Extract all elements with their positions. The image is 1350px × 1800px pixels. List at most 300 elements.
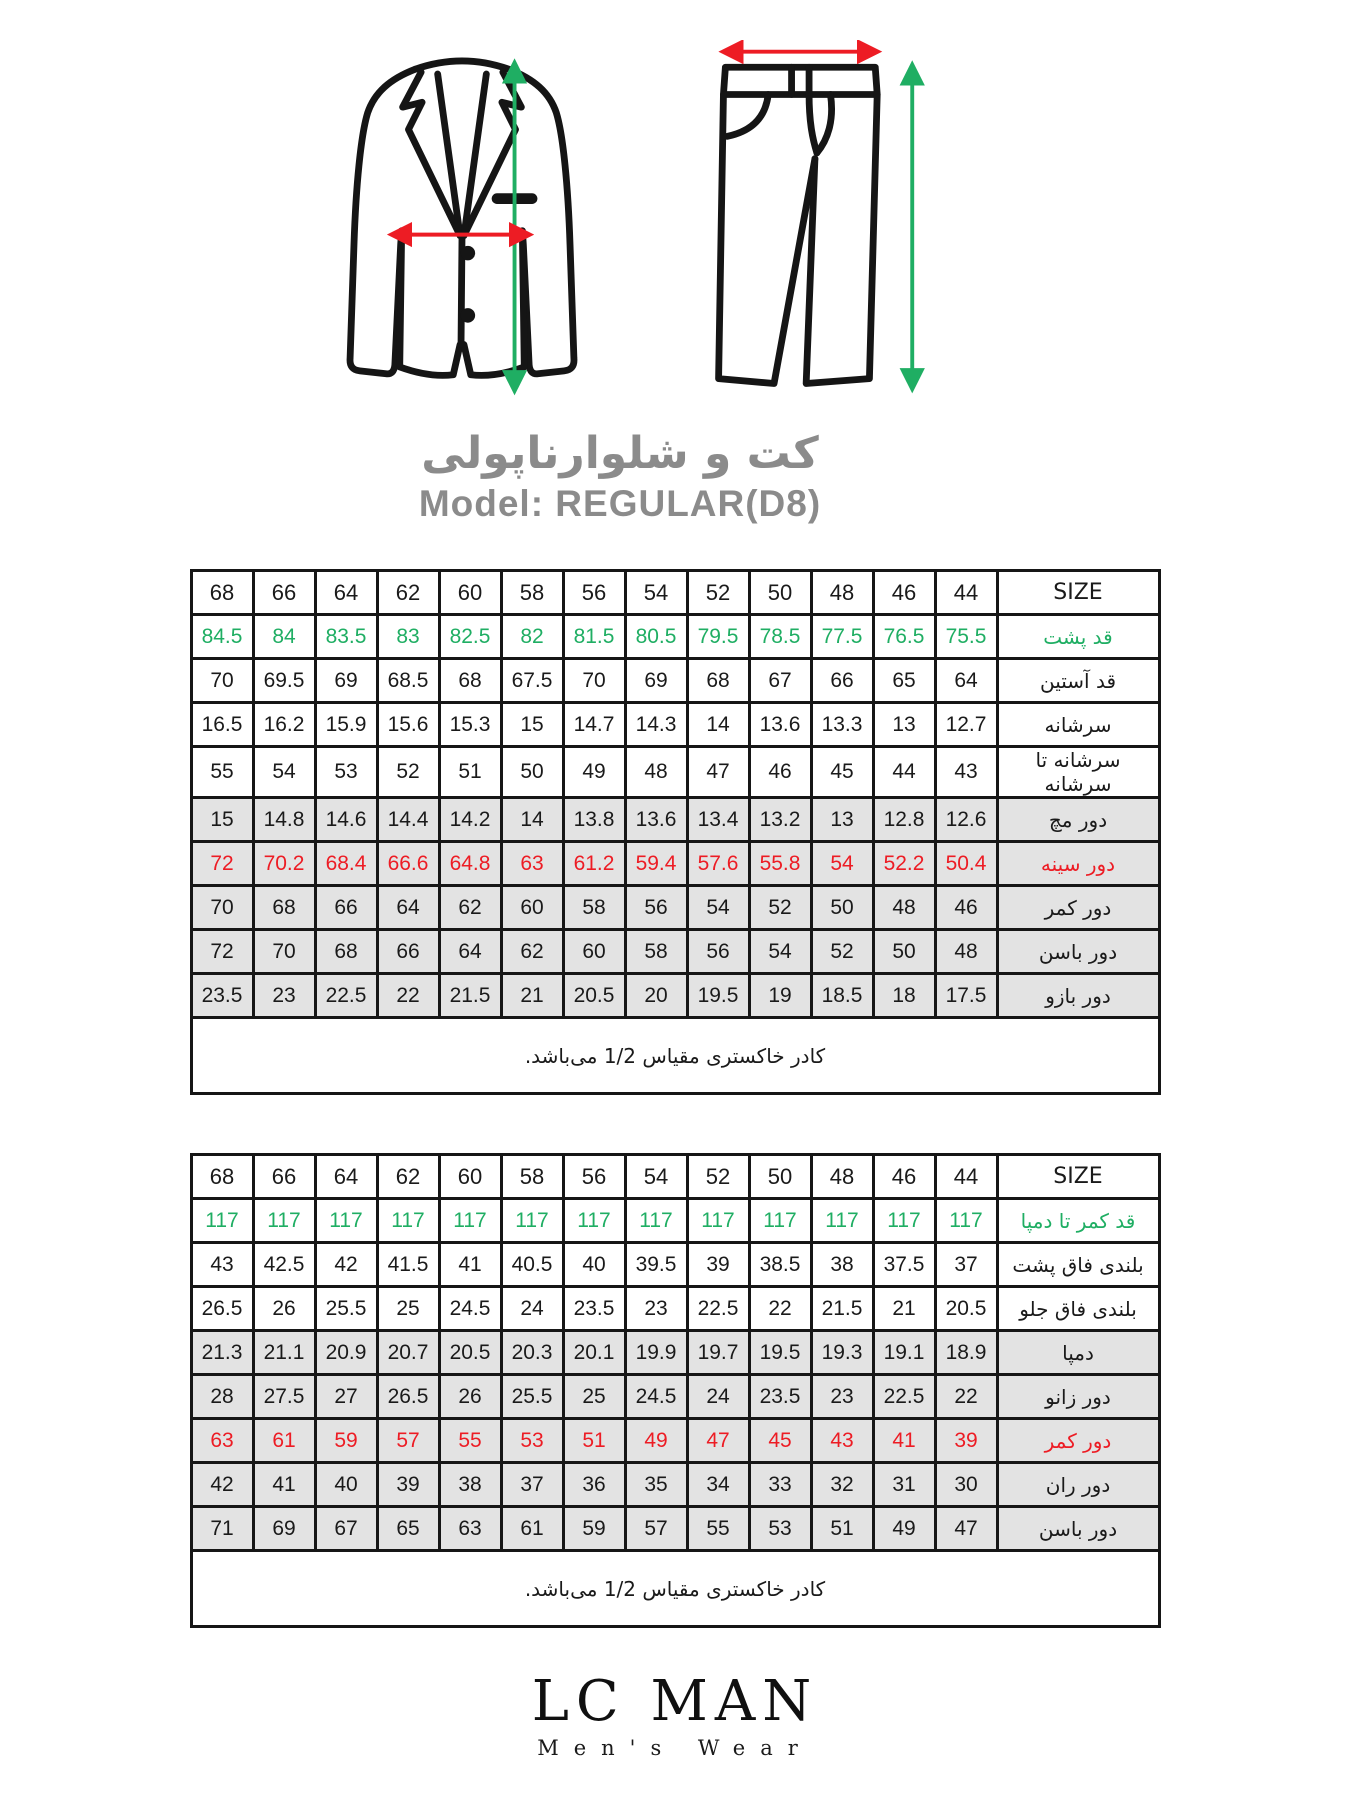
- measurement-cell: 75.5: [935, 615, 997, 659]
- measurement-cell: 28: [191, 1375, 253, 1419]
- measurement-cell: 54: [687, 886, 749, 930]
- measurement-cell: 23: [811, 1375, 873, 1419]
- measurement-cell: 39: [935, 1419, 997, 1463]
- size-header-cell: 52: [687, 1155, 749, 1199]
- measurement-cell: 65: [873, 659, 935, 703]
- measurement-cell: 52.2: [873, 842, 935, 886]
- measurement-cell: 44: [873, 747, 935, 798]
- suit-jacket-drawing: [306, 40, 618, 402]
- measurement-cell: 50: [501, 747, 563, 798]
- measurement-cell: 19: [749, 974, 811, 1018]
- size-header-cell: 64: [315, 1155, 377, 1199]
- measurement-cell: 13.6: [625, 798, 687, 842]
- measurement-cell: 50.4: [935, 842, 997, 886]
- measurement-cell: 43: [191, 1243, 253, 1287]
- measurement-cell: 20.3: [501, 1331, 563, 1375]
- measurement-cell: 18.5: [811, 974, 873, 1018]
- measurement-cell: 51: [563, 1419, 625, 1463]
- page-title: کت و شلوارناپولی: [421, 428, 819, 479]
- measurement-cell: 42: [191, 1463, 253, 1507]
- measurement-cell: 20: [625, 974, 687, 1018]
- measurement-cell: 16.2: [253, 703, 315, 747]
- size-header-cell: 66: [253, 1155, 315, 1199]
- measurement-cell: 23.5: [191, 974, 253, 1018]
- measurement-cell: 12.8: [873, 798, 935, 842]
- measurement-cell: 46: [749, 747, 811, 798]
- measurement-cell: 20.5: [563, 974, 625, 1018]
- measurement-cell: 21: [873, 1287, 935, 1331]
- measurement-cell: 42: [315, 1243, 377, 1287]
- measurement-row-label: دور کمر: [997, 886, 1159, 930]
- measurement-cell: 23: [253, 974, 315, 1018]
- measurement-cell: 52: [811, 930, 873, 974]
- measurement-cell: 20.1: [563, 1331, 625, 1375]
- measurement-cell: 57.6: [687, 842, 749, 886]
- measurement-cell: 68: [315, 930, 377, 974]
- measurement-row-label: دور بازو: [997, 974, 1159, 1018]
- brand-logo: [0, 1669, 1350, 1760]
- measurement-row-label: دور کمر: [997, 1419, 1159, 1463]
- measurement-cell: 66: [811, 659, 873, 703]
- pants-outline: [719, 67, 878, 383]
- measurement-cell: 30: [935, 1463, 997, 1507]
- measurement-cell: 72: [191, 842, 253, 886]
- size-header-cell: 60: [439, 1155, 501, 1199]
- measurement-row-label: دور ران: [997, 1463, 1159, 1507]
- measurement-cell: 43: [811, 1419, 873, 1463]
- measurement-row-label: قد پشت: [997, 615, 1159, 659]
- measurement-row: [191, 842, 1159, 886]
- measurement-cell: 39: [687, 1243, 749, 1287]
- measurement-cell: 37: [935, 1243, 997, 1287]
- measurement-cell: 22: [935, 1375, 997, 1419]
- measurement-cell: 35: [625, 1463, 687, 1507]
- measurement-row-label: قد آستین: [997, 659, 1159, 703]
- size-header-cell: 64: [315, 571, 377, 615]
- brand-name: LC MAN: [531, 1669, 819, 1734]
- measurement-cell: 60: [563, 930, 625, 974]
- measurement-cell: 19.1: [873, 1331, 935, 1375]
- measurement-cell: 40: [315, 1463, 377, 1507]
- measurement-cell: 59: [315, 1419, 377, 1463]
- measurement-cell: 19.5: [687, 974, 749, 1018]
- measurement-cell: 69: [253, 1507, 315, 1551]
- size-header-cell: 56: [563, 1155, 625, 1199]
- measurement-cell: 24: [687, 1375, 749, 1419]
- measurement-cell: 60: [501, 886, 563, 930]
- measurement-cell: 62: [439, 886, 501, 930]
- measurement-cell: 117: [935, 1199, 997, 1243]
- measurement-cell: 79.5: [687, 615, 749, 659]
- measurement-row: [191, 747, 1159, 798]
- measurement-cell: 13.6: [749, 703, 811, 747]
- measurement-cell: 22.5: [315, 974, 377, 1018]
- measurement-row-label: دور مچ: [997, 798, 1159, 842]
- size-header-cell: 56: [563, 571, 625, 615]
- measurement-cell: 78.5: [749, 615, 811, 659]
- measurement-cell: 64.8: [439, 842, 501, 886]
- measurement-cell: 117: [563, 1199, 625, 1243]
- measurement-cell: 49: [625, 1419, 687, 1463]
- size-header-cell: 48: [811, 571, 873, 615]
- measurement-cell: 38: [811, 1243, 873, 1287]
- measurement-cell: 26: [439, 1375, 501, 1419]
- measurement-row-label: بلندی فاق جلو: [997, 1287, 1159, 1331]
- measurement-cell: 23.5: [563, 1287, 625, 1331]
- measurement-cell: 84.5: [191, 615, 253, 659]
- measurement-cell: 15.6: [377, 703, 439, 747]
- measurement-cell: 57: [377, 1419, 439, 1463]
- measurement-cell: 36: [563, 1463, 625, 1507]
- brand-tagline: Men's Wear: [537, 1736, 813, 1760]
- measurement-cell: 12.7: [935, 703, 997, 747]
- measurement-cell: 41: [253, 1463, 315, 1507]
- measurement-cell: 72: [191, 930, 253, 974]
- measurement-row: [191, 1375, 1159, 1419]
- measurement-cell: 47: [687, 1419, 749, 1463]
- measurement-cell: 15.9: [315, 703, 377, 747]
- measurement-cell: 21.5: [811, 1287, 873, 1331]
- measurement-cell: 63: [191, 1419, 253, 1463]
- measurement-cell: 61: [501, 1507, 563, 1551]
- measurement-row: [191, 1331, 1159, 1375]
- measurement-cell: 41.5: [377, 1243, 439, 1287]
- measurement-cell: 20.7: [377, 1331, 439, 1375]
- size-header-cell: 68: [191, 1155, 253, 1199]
- measurement-cell: 63: [439, 1507, 501, 1551]
- measurement-cell: 48: [935, 930, 997, 974]
- note-row: [191, 1551, 1159, 1627]
- measurement-cell: 70: [563, 659, 625, 703]
- measurement-cell: 21.3: [191, 1331, 253, 1375]
- size-header-cell: 50: [749, 571, 811, 615]
- measurement-row-label: دمپا: [997, 1331, 1159, 1375]
- measurement-cell: 40.5: [501, 1243, 563, 1287]
- measurement-cell: 25: [563, 1375, 625, 1419]
- measurement-row: [191, 703, 1159, 747]
- measurement-row-label: بلندی فاق پشت: [997, 1243, 1159, 1287]
- size-header-cell: 44: [935, 571, 997, 615]
- size-header-cell: 68: [191, 571, 253, 615]
- measurement-cell: 76.5: [873, 615, 935, 659]
- measurement-cell: 14.6: [315, 798, 377, 842]
- measurement-cell: 51: [811, 1507, 873, 1551]
- jacket-button-top: [461, 246, 476, 261]
- measurement-cell: 33: [749, 1463, 811, 1507]
- measurement-row-label: سرشانه تا سرشانه: [997, 747, 1159, 798]
- measurement-cell: 39: [377, 1463, 439, 1507]
- measurement-cell: 14: [687, 703, 749, 747]
- measurement-cell: 22.5: [687, 1287, 749, 1331]
- measurement-cell: 117: [873, 1199, 935, 1243]
- measurement-cell: 22.5: [873, 1375, 935, 1419]
- measurement-cell: 50: [811, 886, 873, 930]
- measurement-cell: 117: [625, 1199, 687, 1243]
- pants-size-table: [0, 1153, 1350, 1628]
- measurement-cell: 46: [935, 886, 997, 930]
- measurement-cell: 24.5: [625, 1375, 687, 1419]
- measurement-cell: 55: [687, 1507, 749, 1551]
- measurement-cell: 117: [253, 1199, 315, 1243]
- measurement-cell: 117: [315, 1199, 377, 1243]
- measurement-cell: 84: [253, 615, 315, 659]
- measurement-cell: 63: [501, 842, 563, 886]
- measurement-cell: 117: [501, 1199, 563, 1243]
- measurement-row: [191, 1199, 1159, 1243]
- measurement-cell: 52: [749, 886, 811, 930]
- measurement-cell: 41: [873, 1419, 935, 1463]
- measurement-cell: 53: [501, 1419, 563, 1463]
- measurement-row-label: دور باسن: [997, 930, 1159, 974]
- measurement-cell: 62: [501, 930, 563, 974]
- jacket-size-table: [0, 569, 1350, 1095]
- measurement-cell: 66: [315, 886, 377, 930]
- measurement-row-label: دور سینه: [997, 842, 1159, 886]
- note-row: [191, 1018, 1159, 1094]
- measurement-cell: 26.5: [191, 1287, 253, 1331]
- measurement-row: [191, 659, 1159, 703]
- measurement-cell: 59.4: [625, 842, 687, 886]
- measurement-cell: 21: [501, 974, 563, 1018]
- measurement-row: [191, 974, 1159, 1018]
- measurement-cell: 54: [749, 930, 811, 974]
- size-header-row: [191, 1155, 1159, 1199]
- measurement-cell: 66: [377, 930, 439, 974]
- size-table: [190, 569, 1161, 1095]
- measurement-cell: 19.5: [749, 1331, 811, 1375]
- measurement-cell: 20.5: [439, 1331, 501, 1375]
- measurement-cell: 13.3: [811, 703, 873, 747]
- measurement-cell: 55: [191, 747, 253, 798]
- measurement-cell: 67: [749, 659, 811, 703]
- measurement-row-label: دور زانو: [997, 1375, 1159, 1419]
- measurement-cell: 49: [873, 1507, 935, 1551]
- measurement-cell: 13: [873, 703, 935, 747]
- measurement-cell: 34: [687, 1463, 749, 1507]
- measurement-row: [191, 1419, 1159, 1463]
- measurement-cell: 12.6: [935, 798, 997, 842]
- measurement-cell: 61: [253, 1419, 315, 1463]
- measurement-cell: 38: [439, 1463, 501, 1507]
- measurement-cell: 37: [501, 1463, 563, 1507]
- measurement-cell: 14: [501, 798, 563, 842]
- measurement-cell: 22: [749, 1287, 811, 1331]
- measurement-cell: 15: [191, 798, 253, 842]
- measurement-cell: 52: [377, 747, 439, 798]
- measurement-cell: 38.5: [749, 1243, 811, 1287]
- measurement-cell: 19.7: [687, 1331, 749, 1375]
- measurement-cell: 68: [439, 659, 501, 703]
- size-header-label: SIZE: [997, 1155, 1159, 1199]
- measurement-cell: 117: [811, 1199, 873, 1243]
- measurement-cell: 81.5: [563, 615, 625, 659]
- measurement-cell: 48: [873, 886, 935, 930]
- measurement-cell: 83: [377, 615, 439, 659]
- measurement-cell: 13.2: [749, 798, 811, 842]
- measurement-cell: 68.5: [377, 659, 439, 703]
- measurement-cell: 45: [749, 1419, 811, 1463]
- measurement-cell: 45: [811, 747, 873, 798]
- measurement-cell: 26.5: [377, 1375, 439, 1419]
- size-header-cell: 50: [749, 1155, 811, 1199]
- measurement-cell: 69.5: [253, 659, 315, 703]
- measurement-cell: 42.5: [253, 1243, 315, 1287]
- size-header-cell: 60: [439, 571, 501, 615]
- measurement-cell: 48: [625, 747, 687, 798]
- measurement-cell: 23.5: [749, 1375, 811, 1419]
- measurement-cell: 21.1: [253, 1331, 315, 1375]
- measurement-cell: 24: [501, 1287, 563, 1331]
- measurement-row-label: قد کمر تا دمپا: [997, 1199, 1159, 1243]
- measurement-cell: 24.5: [439, 1287, 501, 1331]
- measurement-cell: 23: [625, 1287, 687, 1331]
- measurement-cell: 13.4: [687, 798, 749, 842]
- measurement-cell: 49: [563, 747, 625, 798]
- size-header-cell: 52: [687, 571, 749, 615]
- measurement-cell: 77.5: [811, 615, 873, 659]
- measurement-cell: 14.8: [253, 798, 315, 842]
- measurement-cell: 68.4: [315, 842, 377, 886]
- measurement-cell: 64: [935, 659, 997, 703]
- measurement-figures: [0, 0, 1295, 402]
- measurement-row-label: دور باسن: [997, 1507, 1159, 1551]
- measurement-cell: 19.3: [811, 1331, 873, 1375]
- measurement-cell: 19.9: [625, 1331, 687, 1375]
- measurement-cell: 13: [811, 798, 873, 842]
- measurement-cell: 70: [191, 659, 253, 703]
- measurement-cell: 71: [191, 1507, 253, 1551]
- measurement-cell: 20.5: [935, 1287, 997, 1331]
- measurement-cell: 67.5: [501, 659, 563, 703]
- measurement-row: [191, 798, 1159, 842]
- measurement-cell: 55.8: [749, 842, 811, 886]
- measurement-row-label: سرشانه: [997, 703, 1159, 747]
- measurement-cell: 47: [687, 747, 749, 798]
- measurement-cell: 15: [501, 703, 563, 747]
- measurement-cell: 51: [439, 747, 501, 798]
- measurement-cell: 53: [315, 747, 377, 798]
- model-subtitle: Model: REGULAR(D8): [418, 483, 822, 524]
- measurement-cell: 117: [377, 1199, 439, 1243]
- measurement-cell: 14.4: [377, 798, 439, 842]
- measurement-row: [191, 1507, 1159, 1551]
- size-tables: [0, 569, 1350, 1628]
- size-header-cell: 62: [377, 1155, 439, 1199]
- size-header-cell: 62: [377, 571, 439, 615]
- measurement-cell: 14.2: [439, 798, 501, 842]
- measurement-cell: 25.5: [501, 1375, 563, 1419]
- measurement-row: [191, 1287, 1159, 1331]
- measurement-cell: 68: [253, 886, 315, 930]
- measurement-cell: 15.3: [439, 703, 501, 747]
- measurement-cell: 25.5: [315, 1287, 377, 1331]
- measurement-cell: 27: [315, 1375, 377, 1419]
- measurement-cell: 70.2: [253, 842, 315, 886]
- measurement-cell: 41: [439, 1243, 501, 1287]
- measurement-cell: 18.9: [935, 1331, 997, 1375]
- scale-note: کادر خاکستری مقیاس 1/2 می‌باشد.: [191, 1551, 1159, 1627]
- measurement-row: [191, 1243, 1159, 1287]
- measurement-cell: 54: [811, 842, 873, 886]
- measurement-cell: 22: [377, 974, 439, 1018]
- measurement-cell: 13.8: [563, 798, 625, 842]
- measurement-cell: 39.5: [625, 1243, 687, 1287]
- measurement-cell: 57: [625, 1507, 687, 1551]
- size-header-cell: 54: [625, 571, 687, 615]
- measurement-row: [191, 930, 1159, 974]
- measurement-cell: 47: [935, 1507, 997, 1551]
- measurement-cell: 58: [563, 886, 625, 930]
- measurement-cell: 117: [191, 1199, 253, 1243]
- measurement-cell: 27.5: [253, 1375, 315, 1419]
- measurement-cell: 67: [315, 1507, 377, 1551]
- measurement-cell: 14.7: [563, 703, 625, 747]
- measurement-cell: 61.2: [563, 842, 625, 886]
- measurement-cell: 40: [563, 1243, 625, 1287]
- measurement-cell: 69: [315, 659, 377, 703]
- measurement-row: [191, 1463, 1159, 1507]
- size-header-row: [191, 571, 1159, 615]
- measurement-cell: 68: [687, 659, 749, 703]
- jacket-outline: [350, 61, 574, 375]
- measurement-cell: 54: [253, 747, 315, 798]
- measurement-cell: 117: [749, 1199, 811, 1243]
- measurement-cell: 26: [253, 1287, 315, 1331]
- measurement-row: [191, 886, 1159, 930]
- size-header-cell: 44: [935, 1155, 997, 1199]
- measurement-cell: 25: [377, 1287, 439, 1331]
- measurement-cell: 80.5: [625, 615, 687, 659]
- size-header-cell: 58: [501, 1155, 563, 1199]
- jacket-button-bottom: [461, 308, 476, 323]
- measurement-cell: 53: [749, 1507, 811, 1551]
- size-header-cell: 48: [811, 1155, 873, 1199]
- measurement-cell: 56: [625, 886, 687, 930]
- measurement-cell: 43: [935, 747, 997, 798]
- measurement-cell: 70: [191, 886, 253, 930]
- measurement-cell: 31: [873, 1463, 935, 1507]
- measurement-cell: 55: [439, 1419, 501, 1463]
- measurement-cell: 117: [687, 1199, 749, 1243]
- measurement-cell: 17.5: [935, 974, 997, 1018]
- measurement-cell: 59: [563, 1507, 625, 1551]
- measurement-cell: 50: [873, 930, 935, 974]
- size-header-cell: 46: [873, 571, 935, 615]
- measurement-cell: 66.6: [377, 842, 439, 886]
- size-header-cell: 66: [253, 571, 315, 615]
- measurement-cell: 117: [439, 1199, 501, 1243]
- size-header-label: SIZE: [997, 571, 1159, 615]
- measurement-cell: 37.5: [873, 1243, 935, 1287]
- size-header-cell: 58: [501, 571, 563, 615]
- measurement-cell: 82: [501, 615, 563, 659]
- measurement-row: [191, 615, 1159, 659]
- measurement-cell: 21.5: [439, 974, 501, 1018]
- scale-note: کادر خاکستری مقیاس 1/2 می‌باشد.: [191, 1018, 1159, 1094]
- measurement-cell: 64: [439, 930, 501, 974]
- measurement-cell: 18: [873, 974, 935, 1018]
- measurement-cell: 65: [377, 1507, 439, 1551]
- measurement-cell: 56: [687, 930, 749, 974]
- measurement-cell: 58: [625, 930, 687, 974]
- measurement-cell: 32: [811, 1463, 873, 1507]
- measurement-cell: 83.5: [315, 615, 377, 659]
- measurement-cell: 20.9: [315, 1331, 377, 1375]
- measurement-cell: 14.3: [625, 703, 687, 747]
- measurement-cell: 69: [625, 659, 687, 703]
- measurement-cell: 82.5: [439, 615, 501, 659]
- size-table: [190, 1153, 1161, 1628]
